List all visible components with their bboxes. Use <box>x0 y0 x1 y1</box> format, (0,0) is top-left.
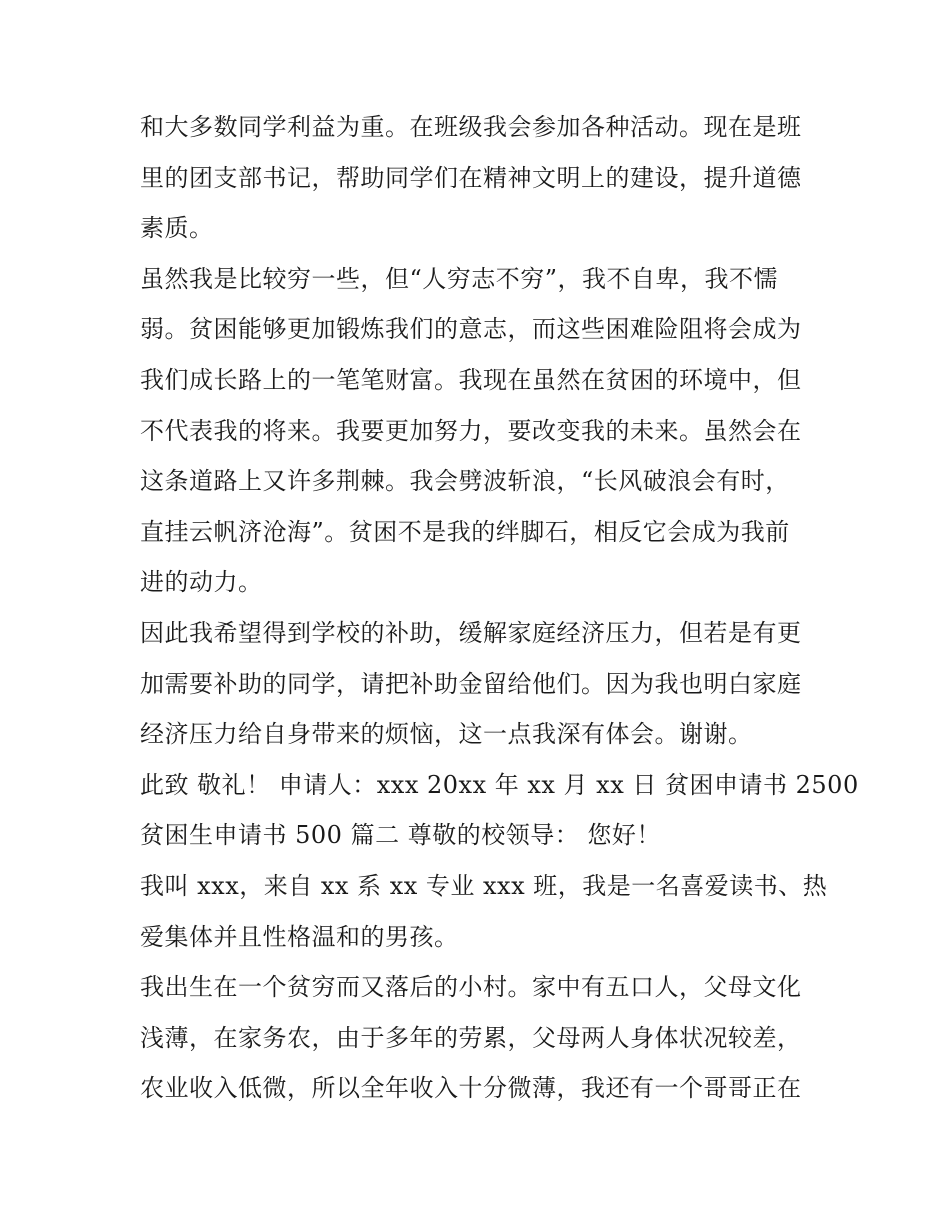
text-line: 浅薄，在家务农，由于多年的劳累，父母两人身体状况较差， <box>140 1023 802 1052</box>
text-line: 不代表我的将来。我要更加努力，要改变我的未来。虽然会在 <box>140 416 802 445</box>
text-line: 进的动力。 <box>140 568 263 597</box>
text-line: 素质。 <box>140 214 214 243</box>
text-line: 我们成长路上的一笔笔财富。我现在虽然在贫困的环境中，但 <box>140 365 802 394</box>
text-line: 虽然我是比较穷一些，但“人穷志不穷”，我不自卑，我不懦 <box>140 264 779 293</box>
text-line: 加需要补助的同学，请把补助金留给他们。因为我也明白家庭 <box>140 669 802 698</box>
document-body <box>140 102 859 1114</box>
text-line: 和大多数同学利益为重。在班级我会参加各种活动。现在是班 <box>140 113 802 141</box>
text-line: 我叫 xxx，来自 xx 系 xx 专业 xxx 班，我是一名喜爱读书、热 <box>140 871 828 900</box>
text-line: 经济压力给自身带来的烦恼，这一点我深有体会。谢谢。 <box>140 720 753 749</box>
text-line: 农业收入低微，所以全年收入十分微薄，我还有一个哥哥正在 <box>140 1074 802 1103</box>
text-line: 因此我希望得到学校的补助，缓解家庭经济压力，但若是有更 <box>140 618 802 647</box>
text-line: 贫困生申请书 500 篇二 尊敬的校领导： 您好！ <box>140 821 661 850</box>
text-line: 直挂云帆济沧海”。贫困不是我的绊脚石，相反它会成为我前 <box>140 517 790 546</box>
text-line: 爱集体并且性格温和的男孩。 <box>140 922 459 951</box>
text-line: 我出生在一个贫穷而又落后的小村。家中有五口人，父母文化 <box>140 973 802 1002</box>
text-line: 这条道路上又许多荆棘。我会劈波斩浪，“长风破浪会有时， <box>140 467 790 496</box>
text-line: 弱。贫困能够更加锻炼我们的意志，而这些困难险阻将会成为 <box>140 315 802 344</box>
text-line: 此致 敬礼！ 申请人：xxx 20xx 年 xx 月 xx 日 贫困申请书 2500 <box>140 770 859 799</box>
text-line: 里的团支部书记，帮助同学们在精神文明上的建设，提升道德 <box>140 163 802 192</box>
